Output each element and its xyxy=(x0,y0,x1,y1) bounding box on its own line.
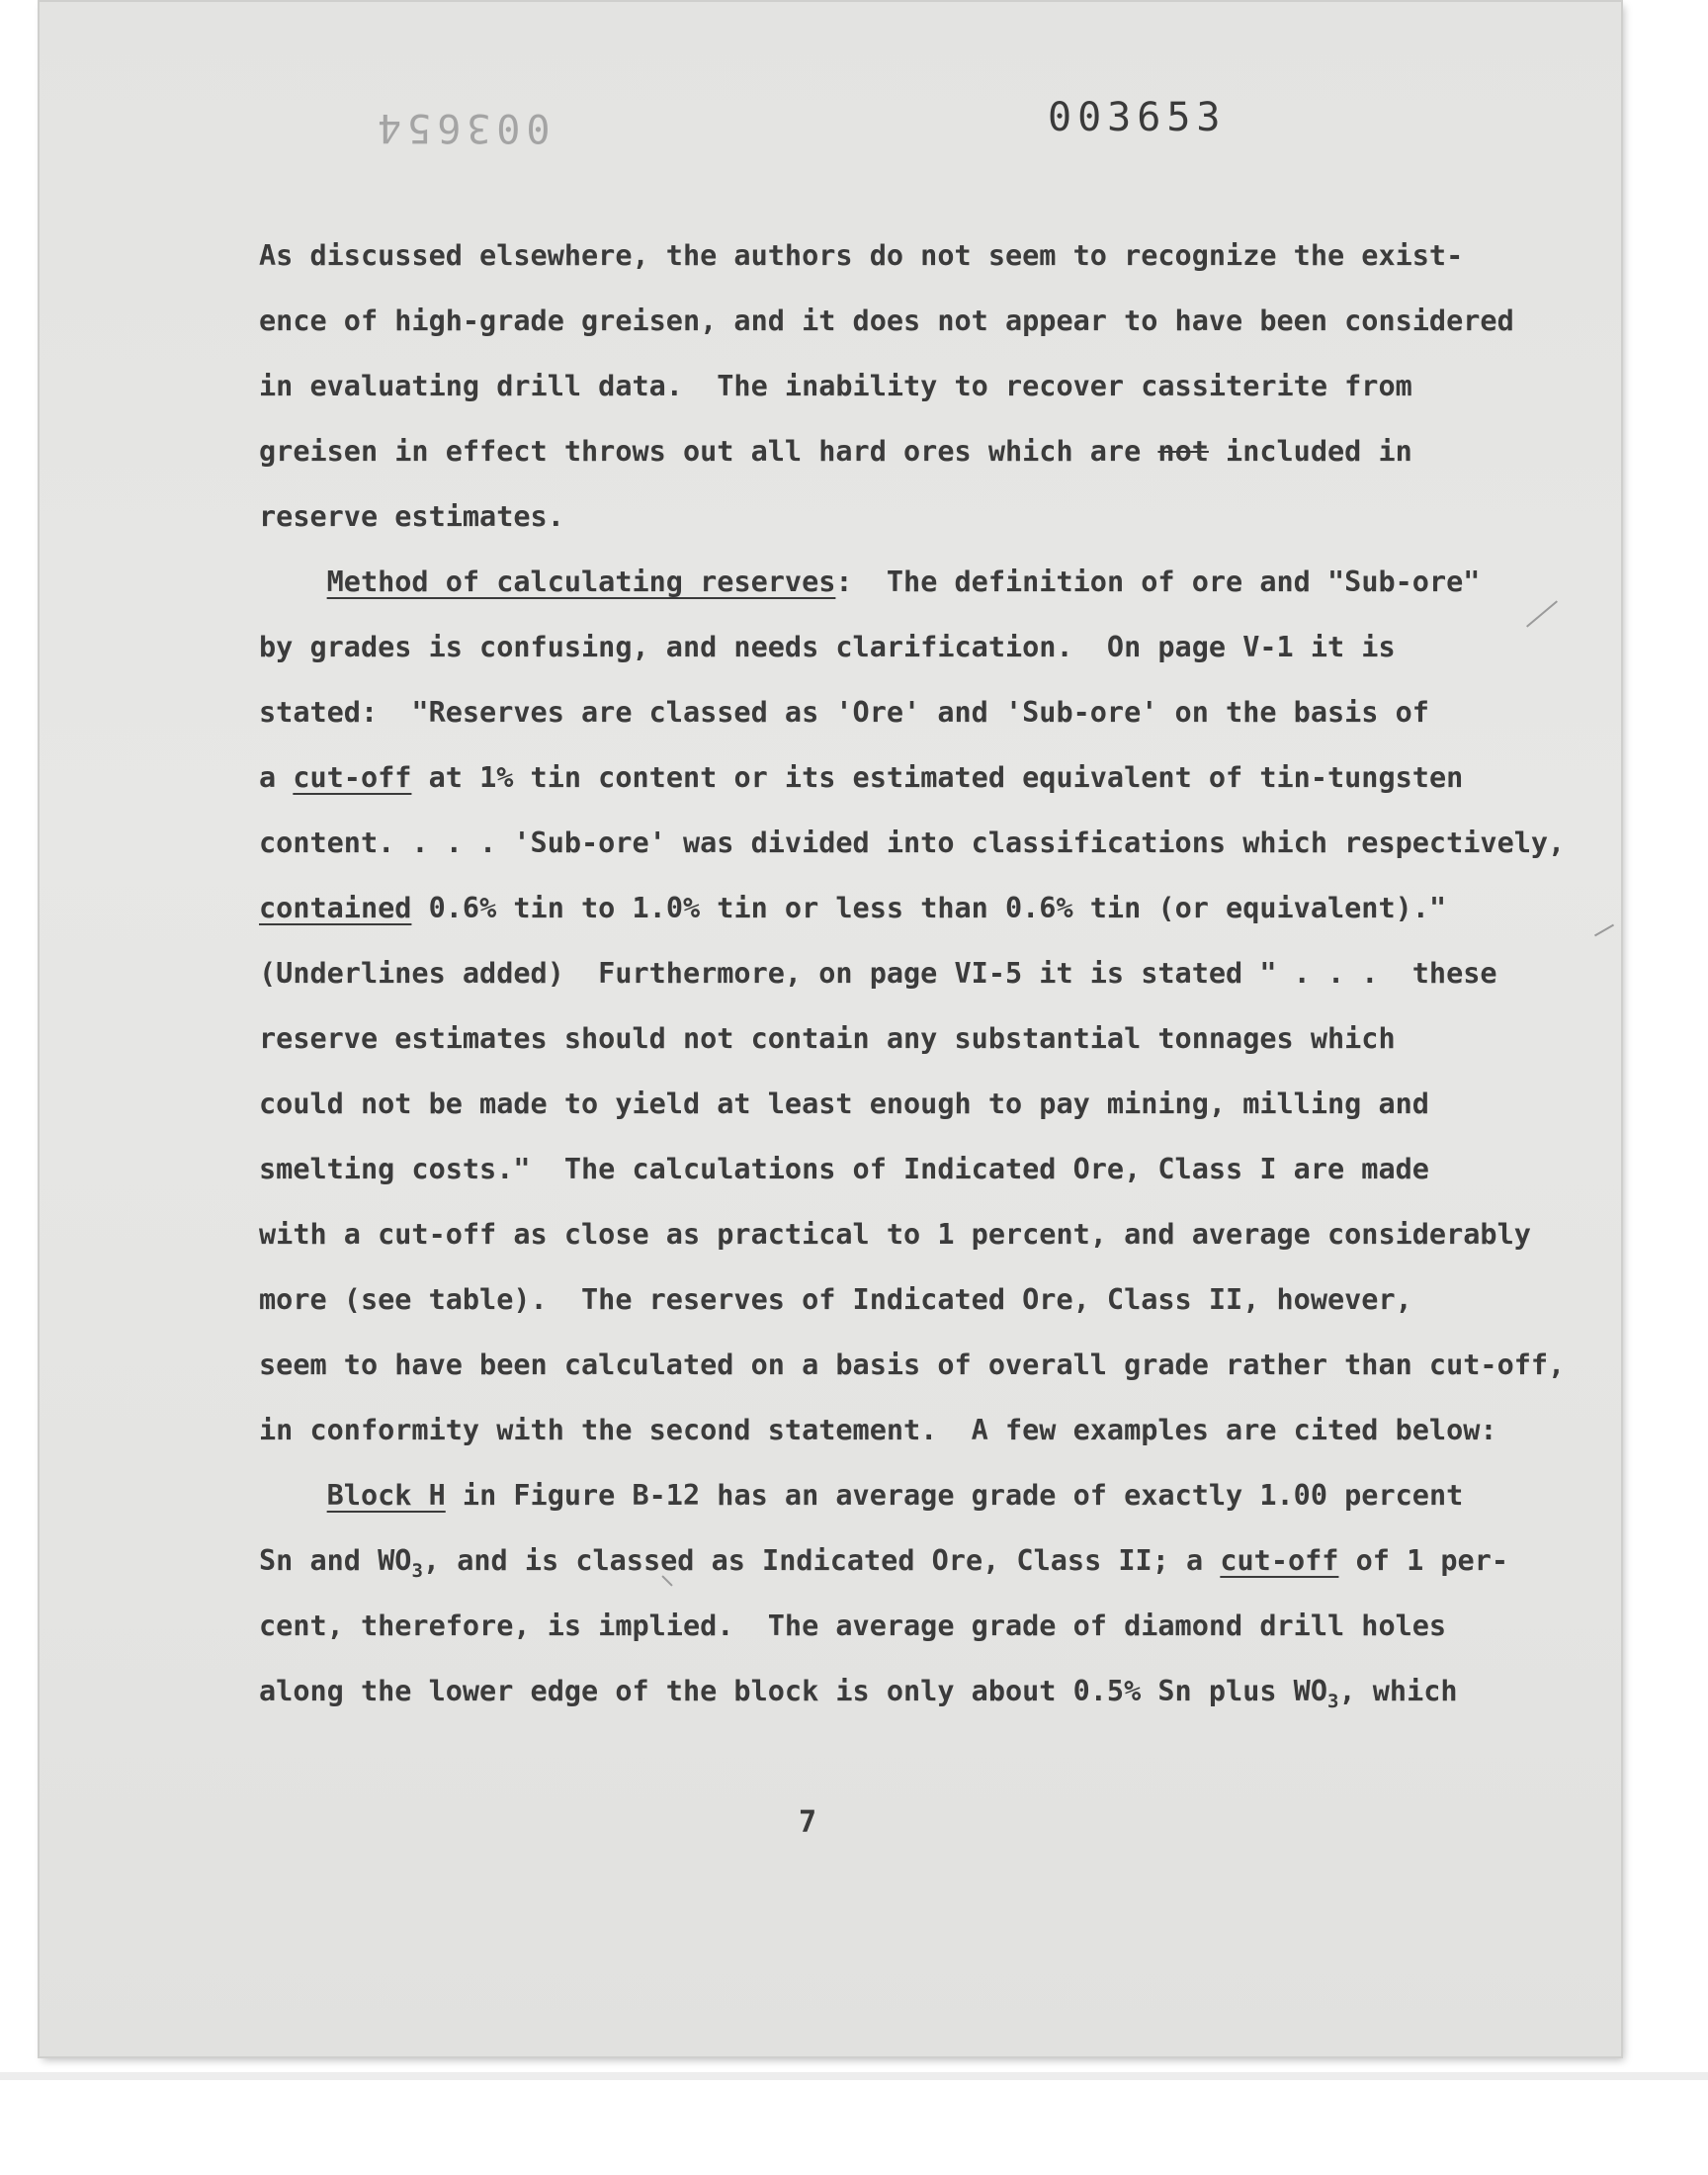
text-line: ence of high-grade greisen, and it does not appear to have been considered xyxy=(259,304,1514,337)
text-line: with a cut-off as close as practical to 1 percent, and average considerably xyxy=(259,1218,1531,1251)
text-line xyxy=(259,1463,1534,1528)
text-line: stated: "Reserves are classed as 'Ore' and 'Sub-ore' on the basis of xyxy=(259,696,1429,729)
underlined-text: cut-off xyxy=(293,761,412,794)
text-line: in evaluating drill data. The inability to recover cassiterite from xyxy=(259,370,1412,402)
text-line: reserve estimates. xyxy=(259,500,564,533)
text-line: in conformity with the second statement. A few examples are cited below: xyxy=(259,1414,1497,1446)
text-run: Sn and WO xyxy=(259,1544,412,1577)
text-line: smelting costs." The calculations of Indicated Ore, Class I are made xyxy=(259,1153,1429,1185)
text-line: As discussed elsewhere, the authors do not seem to recognize the exist- xyxy=(259,239,1464,272)
text-line: seem to have been calculated on a basis of overall grade rather than cut-off, xyxy=(259,1348,1566,1381)
text-run: in Figure B-12 has an average grade of exactly 1.00 percent xyxy=(445,1479,1464,1512)
text-line: cent, therefore, is implied. The average grade of diamond drill holes xyxy=(259,1610,1447,1642)
text-run: at 1% tin content or its estimated equivalent of tin-tungsten xyxy=(411,761,1464,794)
text-line: (Underlines added) Furthermore, on page VI-5 it is stated " . . . these xyxy=(259,957,1497,990)
page-stamp: 003653 xyxy=(1048,95,1227,140)
text-run: a xyxy=(259,761,294,794)
body-text xyxy=(259,223,1566,1724)
struck-text: not xyxy=(1157,435,1209,468)
scanner-edge xyxy=(0,2072,1708,2080)
text-run: included in xyxy=(1208,435,1412,468)
text-line: more (see table). The reserves of Indicated Ore, Class II, however, xyxy=(259,1283,1412,1316)
text-run: of 1 per- xyxy=(1338,1544,1509,1577)
text-line xyxy=(259,550,1534,615)
text-line xyxy=(259,1528,1534,1594)
underlined-text: contained xyxy=(259,892,412,924)
text-run: along the lower edge of the block is only about 0.5% Sn plus WO xyxy=(259,1675,1327,1707)
text-line: could not be made to yield at least enough to pay mining, milling and xyxy=(259,1088,1429,1120)
text-line xyxy=(259,745,1534,811)
text-line xyxy=(259,876,1534,941)
text-line: content. . . . 'Sub-ore' was divided into classifications which respectively, xyxy=(259,826,1566,859)
underlined-text: Method of calculating reserves xyxy=(326,566,836,598)
text-run: : The definition of ore and "Sub-ore" xyxy=(835,566,1481,598)
text-run: , and is classed as Indicated Ore, Class II; a xyxy=(422,1544,1221,1577)
text-line: reserve estimates should not contain any substantial tonnages which xyxy=(259,1022,1396,1055)
text-line: by grades is confusing, and needs clarification. On page V-1 it is xyxy=(259,631,1396,663)
text-run: , which xyxy=(1338,1675,1458,1707)
ghost-page-stamp: 003654 xyxy=(372,105,551,150)
page-number: 7 xyxy=(799,1805,817,1840)
subscript: 3 xyxy=(1326,1691,1339,1712)
underlined-text: cut-off xyxy=(1220,1544,1339,1577)
text-run xyxy=(259,566,327,598)
text-line xyxy=(259,1659,1534,1724)
text-run xyxy=(259,1479,327,1512)
text-line xyxy=(259,419,1534,484)
underlined-text: Block H xyxy=(326,1479,446,1512)
text-run: greisen in effect throws out all hard ores which are xyxy=(259,435,1158,468)
text-run: 0.6% tin to 1.0% tin or less than 0.6% tin (or equivalent)." xyxy=(411,892,1447,924)
subscript: 3 xyxy=(411,1560,423,1582)
